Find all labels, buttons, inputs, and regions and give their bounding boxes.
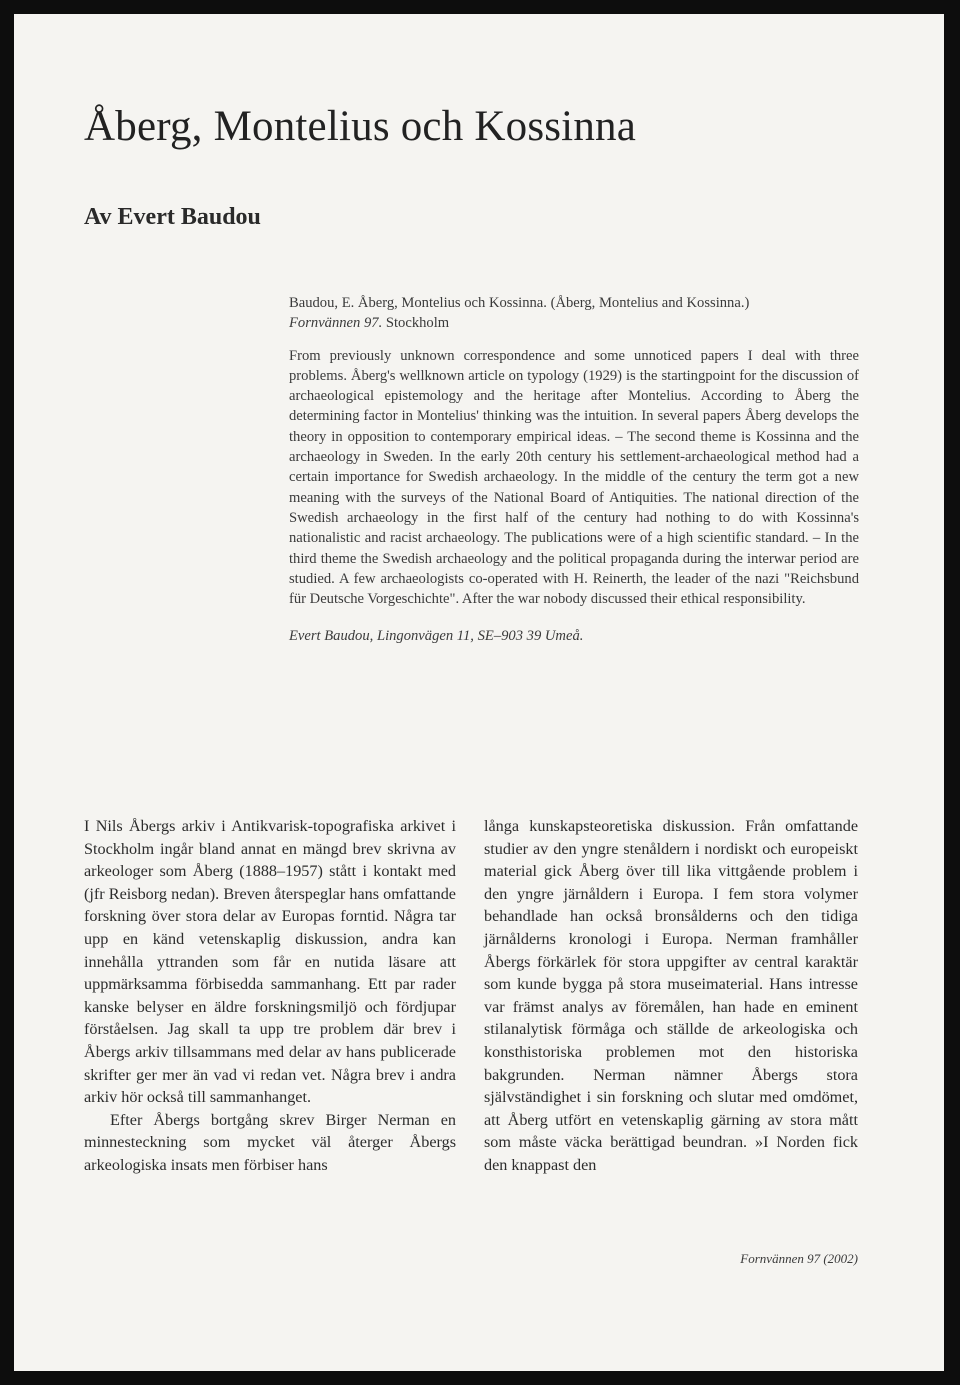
article-author: Av Evert Baudou xyxy=(84,204,261,230)
citation-journal: Fornvännen 97. xyxy=(289,315,383,332)
citation-line: Baudou, E. Åberg, Montelius och Kossinna. (Åberg, Montelius and Kossinna.) xyxy=(289,295,750,311)
author-address: Evert Baudou, Lingonvägen 11, SE–903 39 Umeå. xyxy=(289,628,584,645)
citation-place: Stockholm xyxy=(382,315,450,332)
right-column xyxy=(484,815,858,1177)
article-title: Åberg, Montelius och Kossinna xyxy=(84,103,637,150)
citation-reference xyxy=(289,293,859,334)
left-column xyxy=(84,815,456,1177)
paragraph: I Nils Åbergs arkiv i Antikvarisk-topografiska arkivet i Stockholm ingår bland annat en mängd brev skrivna av arkeologer som Åberg (1888–1957) stått i kontakt med (jfr Reisborg nedan). Breven återspeglar hans omfattande forskning över stora delar av Europas forntid. Några tar upp en känd vetenskaplig diskussion, andra kan innehålla yttranden som får en nutida läsare att uppmärksamma förbisedda sammanhang. Ett par rader kanske belyser en äldre forskningsmiljö och fördjupar förståelsen. Jag skall ta upp tre problem där brev i Åbergs arkiv tillsammans med delar av hans publicerade skrifter ger mer än vad vi redan vet. Några brev i andra arkiv hör också till sammanhanget. xyxy=(84,817,456,1107)
abstract-body: From previously unknown correspondence and some unnoticed papers I deal with three problems. Åberg's wellknown article on typology (1929) is the startingpoint for the discussion of archaeological epistemology and the heritage after Montelius. According to Åberg the determining factor in Montelius' thinking was the intuition. In several papers Åberg develops the theory in opposition to contemporary empirical ideas. – The second theme is Kossinna and the archaeology in Sweden. In the early 20th century his settlement-archaeological method had a certain importance for Swedish archaeology. In the middle of the century the term got a new meaning with the surveys of the National Board of Antiquities. The national direction of the Swedish archaeology in the first half of the century had nothing to do with Kossinna's nationalistic and racist archaeology. The publications were of a high scientific standard. – In the third theme the Swedish archaeology and the political propaganda during the interwar period are studied. A few archaeologists co-operated with H. Reinerth, the leader of the nazi "Reichsbund für Deutsche Vorgeschichte". After the war nobody discussed their ethical responsibility. xyxy=(289,347,859,608)
paragraph: långa kunskapsteoretiska diskussion. Från omfattande studier av den yngre stenåldern i nordiskt och europeiskt material gick Åberg över till lika vittgående problem i den yngre järnåldern i Europa. I fem stora volymer behandlade han också bronsålderns och den tidiga järnålderns kronologi i Europa. Nerman framhåller Åbergs förkärlek för stora uppgifter av central karaktär som kunde bygga på stora museimaterial. Hans intresse var främst analys av föremålen, han hade en eminent stilanalytisk förmåga och ställde de arkeologiska och konsthistoriska problemen mot den historiska bakgrunden. Nerman nämner Åbergs stora självständighet i sin forskning och slutar med omdömet, att Åberg utfört en vetenskaplig gärning av stora mått som måste väcka berättigad beundran. »I Norden fick den knappast den xyxy=(484,817,858,1174)
paragraph: Efter Åbergs bortgång skrev Birger Nerman en minnesteckning som mycket väl återger Åbergs arkeologiska insats men förbiser hans xyxy=(84,1110,456,1174)
footer-journal: Fornvännen 97 (2002) xyxy=(740,1251,858,1266)
abstract xyxy=(289,293,859,647)
journal-page xyxy=(14,14,944,1371)
